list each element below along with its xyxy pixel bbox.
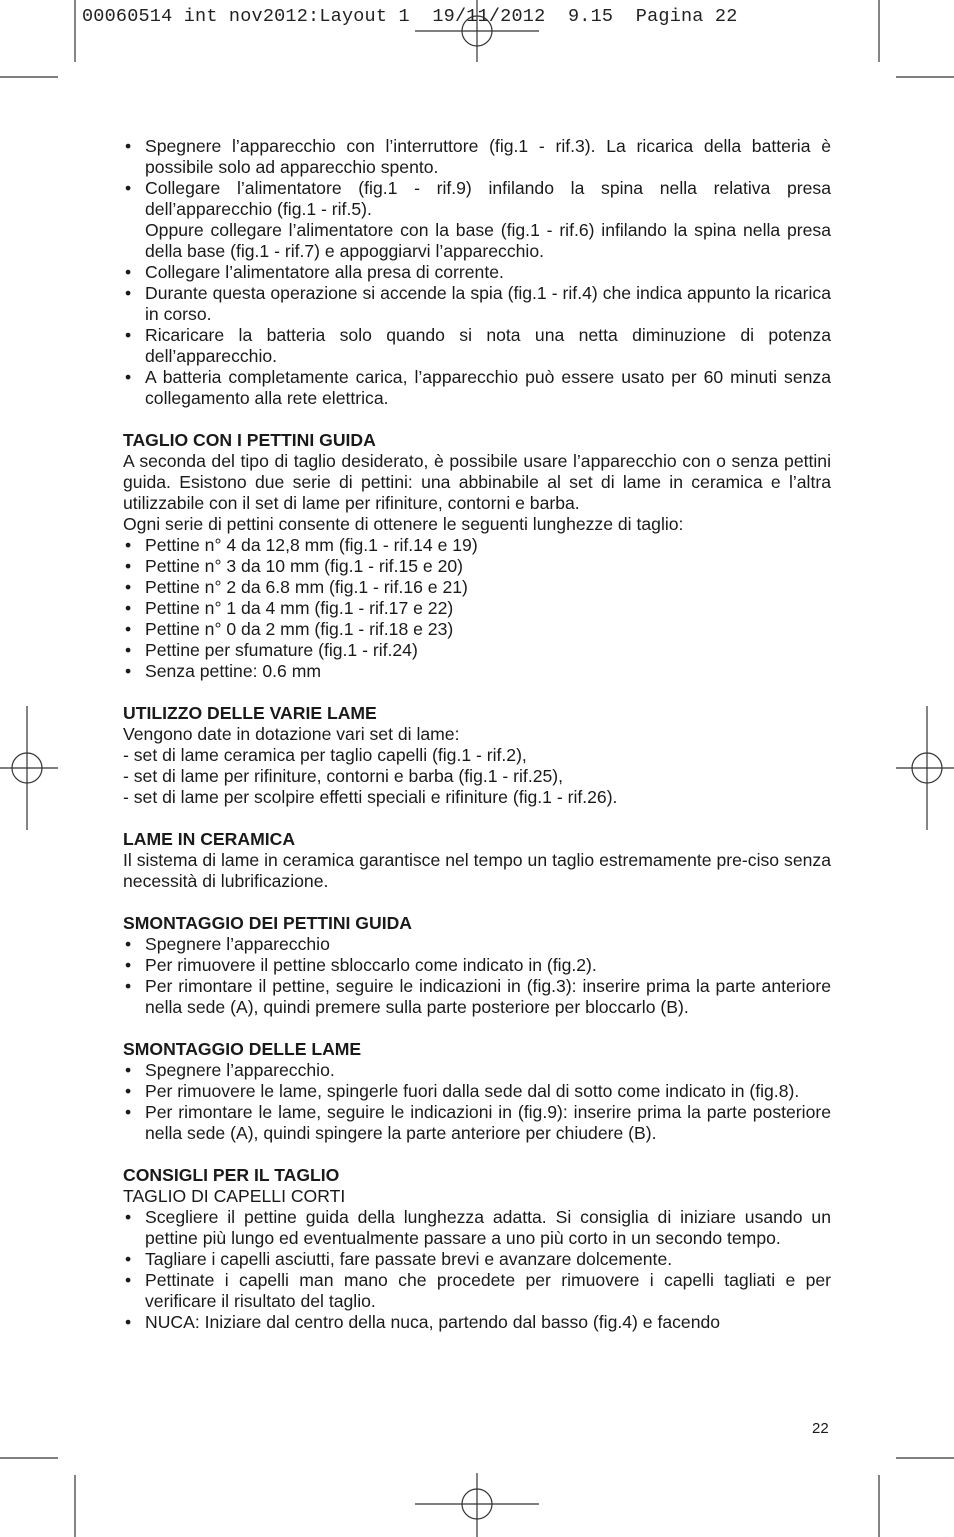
- section-heading: LAME IN CERAMICA: [123, 829, 296, 849]
- text-line: Vengono date in dotazione vari set di lame:: [123, 724, 460, 744]
- section-heading: UTILIZZO DELLE VARIE LAME: [123, 703, 377, 723]
- page-body: [123, 136, 831, 1333]
- section-heading: CONSIGLI PER IL TAGLIO: [123, 1165, 340, 1185]
- list-item: • Collegare l’alimentatore (fig.1 - rif.9) infilando la spina nella relativa presa dell’apparecchio (fig.1 - rif.5). Oppure collegare l’alimentatore con la base (fig.1 - rif.6) infilando la spina nella presa della base (fig.1 - rif.7) e appoggiarvi l’apparecchio.: [123, 178, 831, 262]
- list-item: • Scegliere il pettine guida della lunghezza adatta. Si consiglia di iniziare usando un pettine più lungo ed eventualmente passare a uno più corto in un secondo tempo.: [123, 1207, 831, 1249]
- list-item: • Spegnere l’apparecchio.: [123, 1060, 831, 1081]
- list-item: • Ricaricare la batteria solo quando si nota una netta diminuzione di potenza dell’apparecchio.: [123, 325, 831, 367]
- page-number: 22: [812, 1420, 829, 1437]
- section-heading: SMONTAGGIO DELLE LAME: [123, 1039, 362, 1059]
- list-item-continuation: Oppure collegare l’alimentatore con la base (fig.1 - rif.6) infilando la spina nella presa della base (fig.1 - rif.7) e appoggiarvi l’apparecchio.: [145, 220, 831, 261]
- bullet-list: [123, 1207, 831, 1333]
- list-item: • A batteria completamente carica, l’apparecchio può essere usato per 60 minuti senza collegamento alla rete elettrica.: [123, 367, 831, 409]
- section-blade-usage: [123, 703, 831, 808]
- list-item: • Tagliare i capelli asciutti, fare passate brevi e avanzare dolcemente.: [123, 1249, 831, 1270]
- bullet-list: [123, 535, 831, 682]
- subheading: TAGLIO DI CAPELLI CORTI: [123, 1186, 346, 1206]
- list-item: • Pettine n° 2 da 6.8 mm (fig.1 - rif.16 e 21): [123, 577, 831, 598]
- bullet-list: [123, 1060, 831, 1144]
- list-item: • Per rimuovere il pettine sbloccarlo come indicato in (fig.2).: [123, 955, 831, 976]
- paragraph: Ogni serie di pettini consente di ottenere le seguenti lunghezze di taglio:: [123, 514, 684, 534]
- list-item: • Spegnere l’apparecchio con l’interruttore (fig.1 - rif.3). La ricarica della batteria è possibile solo ad apparecchio spento.: [123, 136, 831, 178]
- list-item: • Pettine n° 1 da 4 mm (fig.1 - rif.17 e 22): [123, 598, 831, 619]
- bullet-list: [123, 136, 831, 409]
- registration-mark-bottom: [415, 1473, 539, 1537]
- paragraph: A seconda del tipo di taglio desiderato, è possibile usare l’apparecchio con o senza pettini guida. Esistono due serie di pettini: una abbinabile al set di lame in ceramica e l’altra utilizzabile con il set di lame per rifiniture, contorni e barba.: [123, 451, 831, 513]
- paragraph: Il sistema di lame in ceramica garantisce nel tempo un taglio estremamente pre-ciso senza necessità di lubrificazione.: [123, 850, 831, 891]
- bullet-list: [123, 934, 831, 1018]
- registration-mark-left: [0, 706, 58, 830]
- list-item: • Pettine n° 3 da 10 mm (fig.1 - rif.15 e 20): [123, 556, 831, 577]
- list-item: • Pettine n° 0 da 2 mm (fig.1 - rif.18 e 23): [123, 619, 831, 640]
- list-item: • Pettine per sfumature (fig.1 - rif.24): [123, 640, 831, 661]
- list-item: • Spegnere l’apparecchio: [123, 934, 831, 955]
- section-heading: SMONTAGGIO DEI PETTINI GUIDA: [123, 913, 412, 933]
- section-guide-combs: [123, 430, 831, 682]
- section-charging: [123, 136, 831, 409]
- list-item: • Per rimuovere le lame, spingerle fuori dalla sede dal di sotto come indicato in (fig.8).: [123, 1081, 831, 1102]
- section-comb-removal: [123, 913, 831, 1018]
- list-item: • NUCA: Iniziare dal centro della nuca, partendo dal basso (fig.4) e facendo: [123, 1312, 831, 1333]
- list-item: • Per rimontare le lame, seguire le indicazioni in (fig.9): inserire prima la parte posteriore nella sede (A), quindi spingere la parte anteriore per chiudere (B).: [123, 1102, 831, 1144]
- list-item: • Per rimontare il pettine, seguire le indicazioni in (fig.3): inserire prima la parte anteriore nella sede (A), quindi premere sulla parte posteriore per bloccarlo (B).: [123, 976, 831, 1018]
- section-heading: TAGLIO CON I PETTINI GUIDA: [123, 430, 376, 450]
- list-item: • Durante questa operazione si accende la spia (fig.1 - rif.4) che indica appunto la ricarica in corso.: [123, 283, 831, 325]
- section-ceramic-blades: [123, 829, 831, 892]
- list-item: • Senza pettine: 0.6 mm: [123, 661, 831, 682]
- section-blade-removal: [123, 1039, 831, 1144]
- text-line: - set di lame per rifiniture, contorni e barba (fig.1 - rif.25),: [123, 766, 564, 786]
- list-item: • Pettine n° 4 da 12,8 mm (fig.1 - rif.14 e 19): [123, 535, 831, 556]
- section-cutting-tips: [123, 1165, 831, 1333]
- list-item: • Pettinate i capelli man mano che procedete per rimuovere i capelli tagliati e per verificare il risultato del taglio.: [123, 1270, 831, 1312]
- registration-mark-right: [896, 706, 954, 830]
- registration-mark-top: [415, 0, 539, 62]
- text-line: - set di lame per scolpire effetti speciali e rifiniture (fig.1 - rif.26).: [123, 787, 618, 807]
- text-line: - set di lame ceramica per taglio capelli (fig.1 - rif.2),: [123, 745, 527, 765]
- list-item: • Collegare l’alimentatore alla presa di corrente.: [123, 262, 831, 283]
- print-slug-header: 00060514 int nov2012:Layout 1 19/11/2012 9.15 Pagina 22: [82, 6, 738, 27]
